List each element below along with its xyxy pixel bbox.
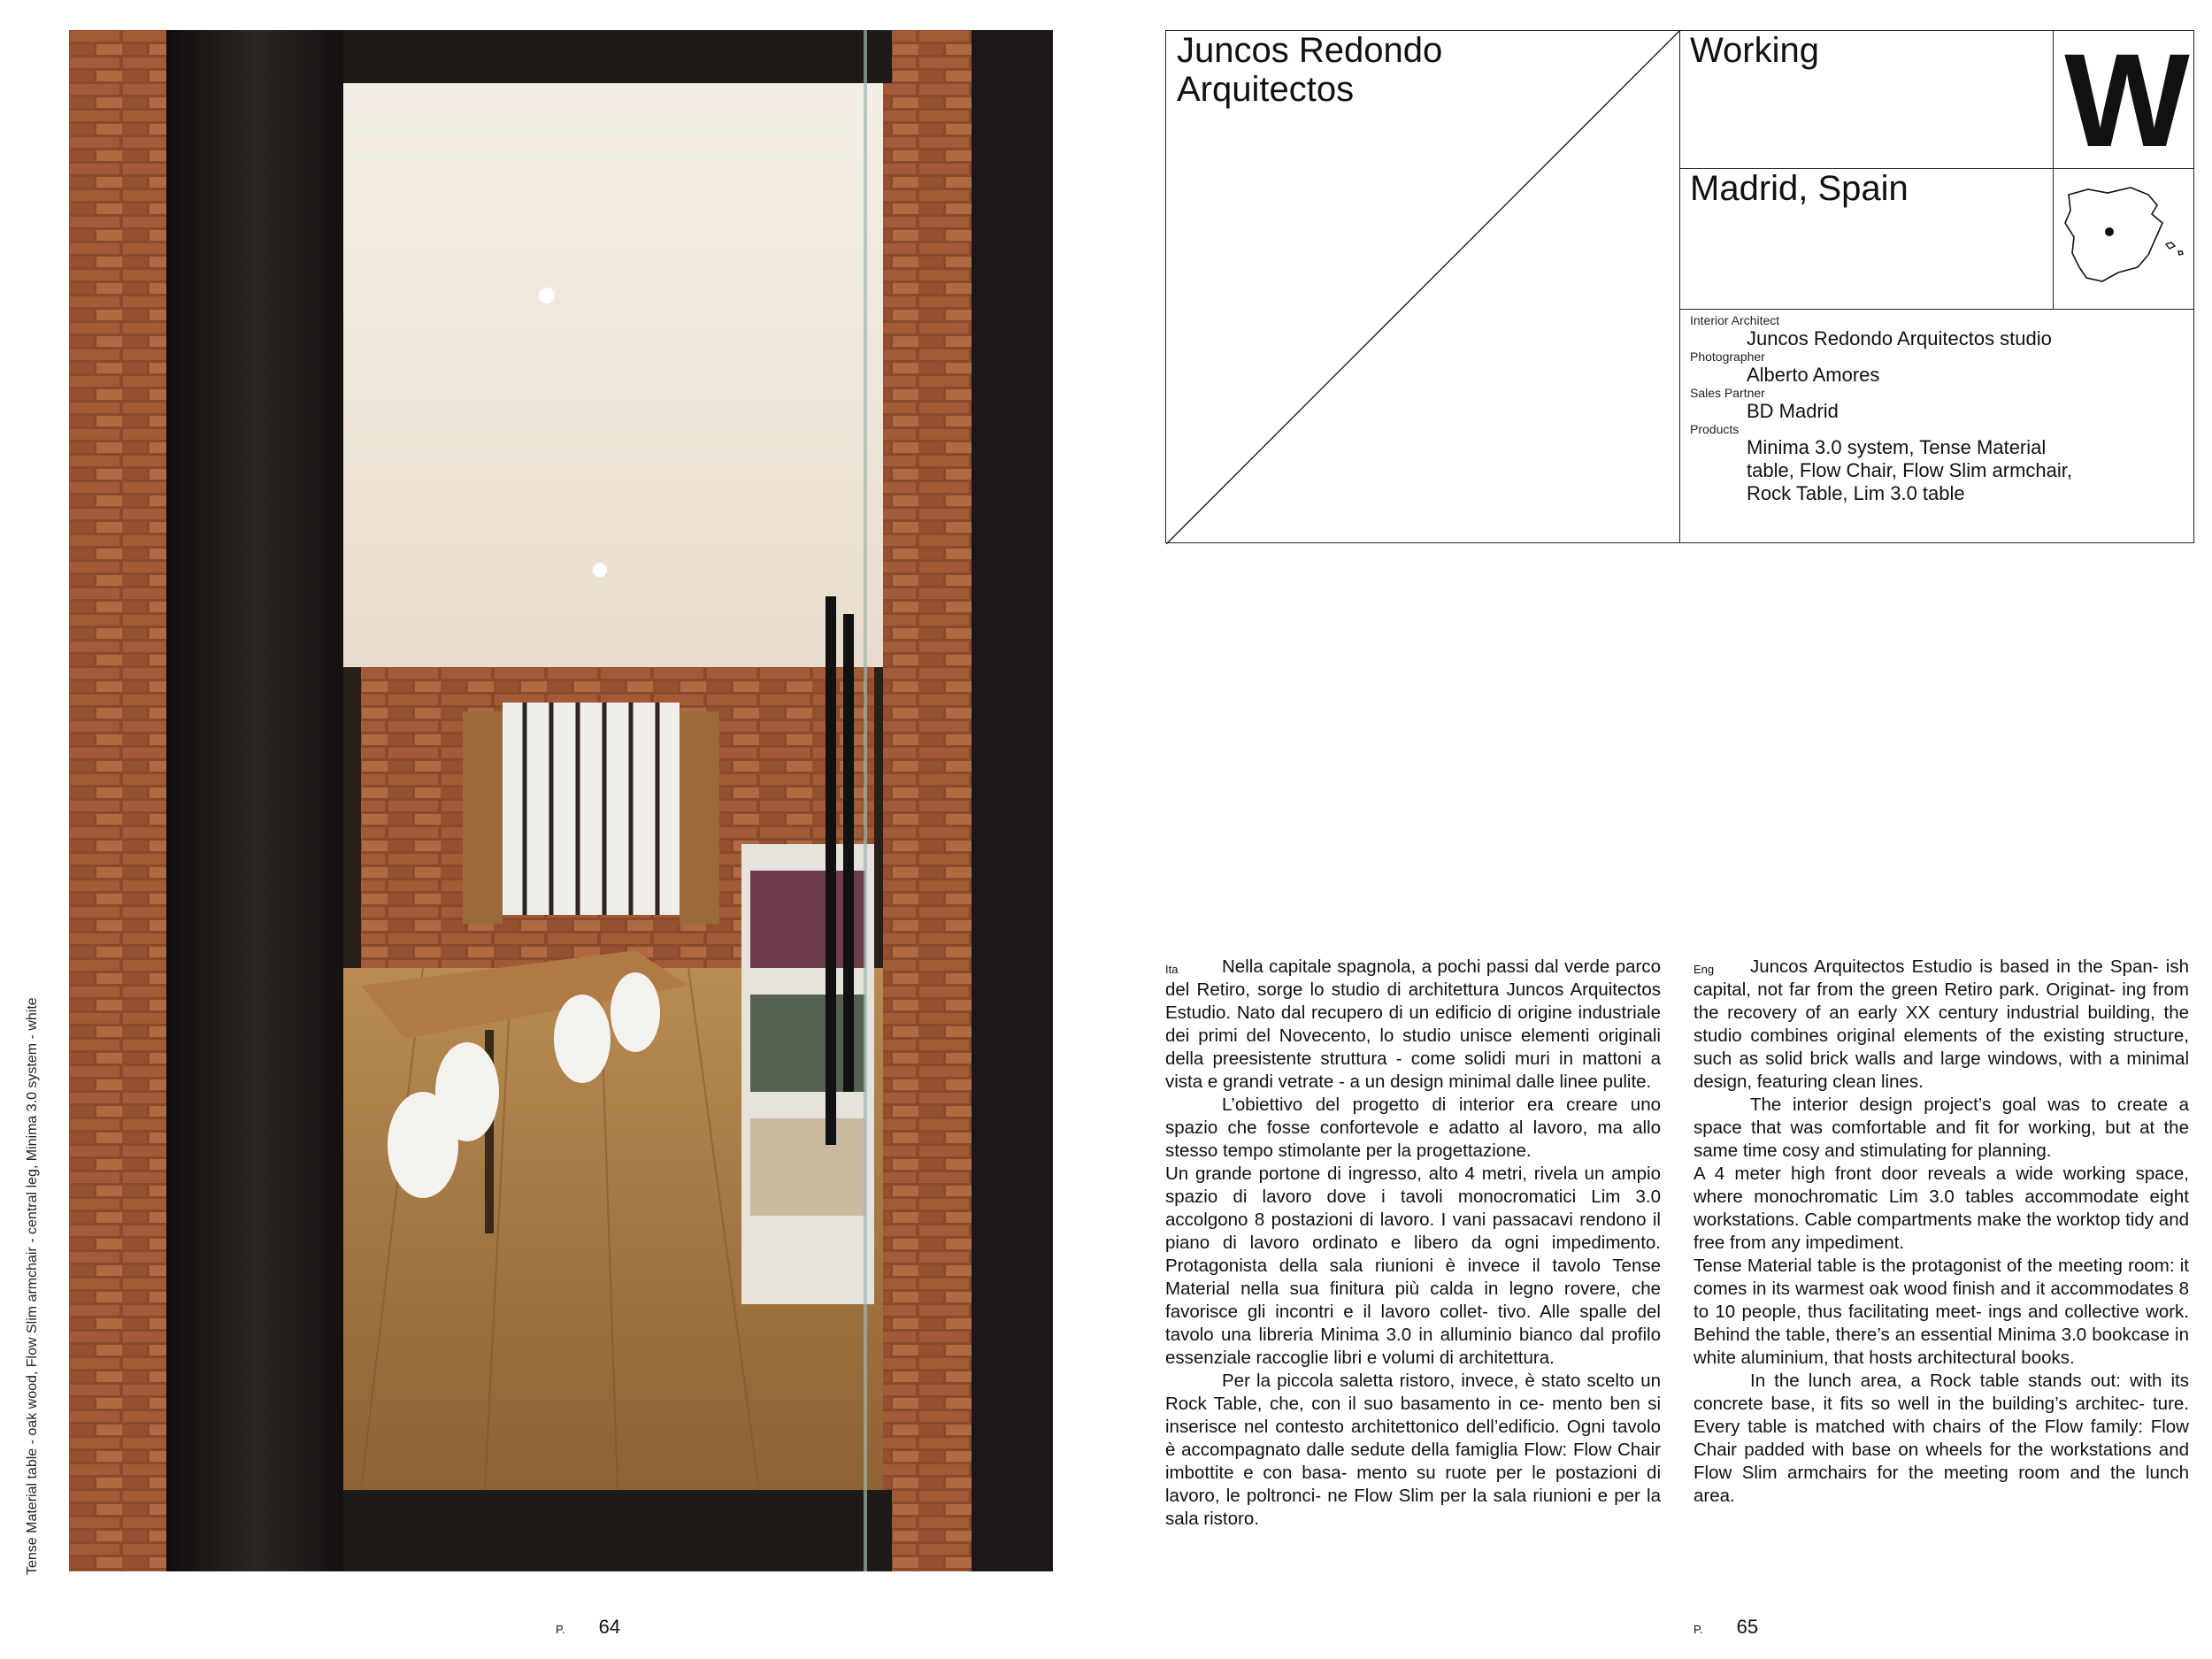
paragraph: In the lunch area, a Rock table stands out: with its concrete base, it fits so well in the building’s architec- ture. Every table is matched with chairs of the Flow family: Flow Chair padded with base on wheels for the workstations and Flow Slim armchairs for the meeting room and the lunch area.	[1694, 1371, 2189, 1506]
category-letter: W	[2064, 25, 2183, 174]
credits-list	[1690, 314, 2185, 505]
paragraph: The interior design project’s goal was to create a space that was comfortable and fit for working, but at the same time cosy and stimulating for planning.	[1694, 1094, 2189, 1161]
page-number: 64	[598, 1616, 621, 1638]
credit-label: Interior Architect	[1690, 313, 1780, 327]
english-text-column	[1694, 956, 2189, 1508]
divider	[1679, 309, 2193, 310]
page-number-right	[1694, 1616, 1758, 1639]
divider	[1679, 31, 1680, 542]
credit-value: Juncos Redondo Arquitectos studio	[1747, 327, 2052, 349]
italian-text-column	[1165, 956, 1661, 1531]
project-category: Working	[1690, 31, 1819, 70]
interior-photo	[69, 30, 1053, 1571]
paragraph: L’obiettivo del progetto di interior era creare uno spazio che fosse confortevole e adatto al lavoro, ma allo stesso tempo stimolante per la progettazione.	[1165, 1094, 1661, 1161]
paragraph: Nella capitale spagnola, a pochi passi dal verde parco del Retiro, sorge lo studio di architettura Juncos Arquitectos Estudio. Nato dal recupero di un edificio di origine industriale dei primi del Novecento, lo studio unisce elementi originali della preesistente struttura - come solidi muri in mattoni a vista e grandi vetrate - a un design minimal dalle linee pulite.	[1165, 956, 1661, 1092]
page-prefix: P.	[556, 1623, 565, 1636]
credit-value: Minima 3.0 system, Tense Material table, Flow Chair, Flow Slim armchair, Rock Table, Lim 3.0 table	[1747, 436, 2072, 504]
interior-photo-illustration	[69, 30, 1053, 1571]
project-location: Madrid, Spain	[1690, 169, 1909, 208]
credit-label: Photographer	[1690, 349, 1765, 364]
project-info-table	[1165, 25, 2194, 543]
language-label: Ita	[1165, 963, 1179, 976]
spain-map-icon	[2053, 168, 2194, 309]
studio-name: Juncos Redondo Arquitectos	[1177, 31, 1443, 109]
paragraph: Un grande portone di ingresso, alto 4 metri, rivela un ampio spazio di lavoro dove i tavoli monocromatici Lim 3.0 accolgono 8 postazioni di lavoro. I vani passacavi rendono il piano di lavoro ordinato e libero da ogni impedimento. Protagonista della sala riunioni è invece il tavolo Tense Material nella sua finitura più calda in legno rovere, che favorisce gli incontri e il lavoro collet- tivo. Alle spalle del tavolo una libreria Minima 3.0 in alluminio bianco dal profilo essenziale raccoglie libri e volumi di architettura.	[1165, 1164, 1661, 1368]
credit-label: Products	[1690, 422, 1740, 436]
credit-label: Sales Partner	[1690, 386, 1765, 400]
credit-value: BD Madrid	[1747, 400, 1839, 422]
paragraph: Juncos Arquitectos Estudio is based in the Span- ish capital, not far from the green Retiro park. Originat- ing from the recovery of an early XX century industrial building, the studio combines original elements of the existing structure, such as solid brick walls and large windows, with a minimal design, featuring clean lines.	[1694, 956, 2189, 1092]
paragraph: A 4 meter high front door reveals a wide working space, where monochromatic Lim 3.0 tables accommodate eight workstations. Cable compartments make the worktop tidy and free from any impediment.	[1694, 1164, 2189, 1253]
credit-value: Alberto Amores	[1747, 364, 1880, 386]
language-label: Eng	[1694, 963, 1715, 976]
paragraph: Tense Material table is the protagonist of the meeting room: it comes in its warmest oak wood finish and it accommodates 8 to 10 people, thus facilitating meet- ings and collective work. Behind the table, there’s an essential Minima 3.0 bookcase in white aluminium, that hosts architectural books.	[1694, 1256, 2189, 1368]
page-number: 65	[1736, 1616, 1759, 1638]
paragraph: Per la piccola saletta ristoro, invece, è stato scelto un Rock Table, che, con il suo basamento in ce- mento ben si inserisce nel contesto architettonico dell’edificio. Ogni tavolo è accompagnato dalle sedute della famiglia Flow: Flow Chair imbottite e con basa- mento su ruote per le postazioni di lavoro, le poltronci- ne Flow Slim per la sala riunioni e per la sala ristoro.	[1165, 1371, 1661, 1529]
page-number-left	[556, 1616, 620, 1639]
photo-caption: Tense Material table - oak wood, Flow Slim armchair - central leg, Minima 3.0 system - white	[25, 997, 40, 1575]
page-prefix: P.	[1694, 1623, 1703, 1636]
